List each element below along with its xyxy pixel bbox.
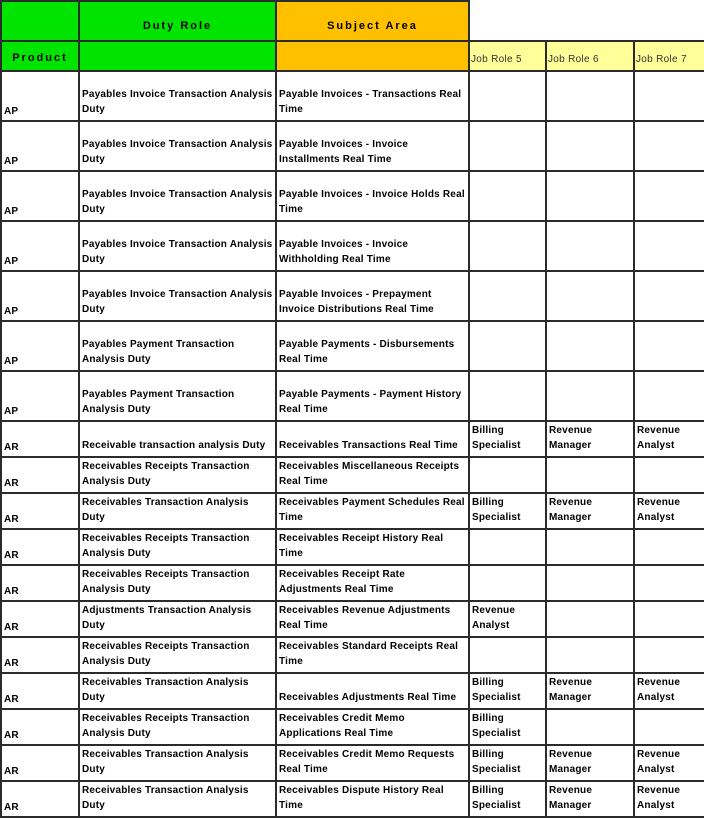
table-row [1,457,704,493]
job-role-6-cell[interactable]: Revenue Manager [546,421,634,457]
subject-area-cell[interactable]: Payable Invoices - Invoice Holds Real Time [276,171,469,221]
table-row [1,371,704,421]
job-role-5-cell[interactable]: Billing Specialist [469,745,546,781]
job-role-5-cell[interactable] [469,457,546,493]
table-row [1,637,704,673]
job-role-6-header[interactable]: Job Role 6 [546,41,634,71]
job-role-6-cell[interactable] [546,71,634,121]
duty-role-cell[interactable]: Payables Invoice Transaction Analysis Duty [79,121,276,171]
product-cell[interactable]: AR [1,493,79,529]
subject-area-cell[interactable]: Receivables Dispute History Real Time [276,781,469,817]
product-cell[interactable]: AP [1,271,79,321]
product-cell[interactable]: AR [1,421,79,457]
job-role-6-cell[interactable] [546,709,634,745]
table-row [1,71,704,121]
duty-role-cell[interactable]: Payables Payment Transaction Analysis Duty [79,321,276,371]
duty-role-cell[interactable]: Receivables Transaction Analysis Duty [79,493,276,529]
duty-role-cell[interactable]: Payables Invoice Transaction Analysis Duty [79,221,276,271]
job-role-7-cell[interactable] [634,171,704,221]
product-cell[interactable]: AR [1,709,79,745]
job-role-7-cell[interactable] [634,601,704,637]
table-row [1,221,704,271]
product-cell[interactable]: AP [1,221,79,271]
duty-role-cell[interactable]: Payables Invoice Transaction Analysis Duty [79,171,276,221]
job-role-7-cell[interactable] [634,321,704,371]
job-role-7-cell[interactable] [634,565,704,601]
duty-role-cell[interactable]: Receivables Transaction Analysis Duty [79,781,276,817]
duty-role-cell[interactable]: Receivables Receipts Transaction Analysis Duty [79,709,276,745]
job-role-7-cell[interactable] [634,221,704,271]
table-row [1,745,704,781]
job-role-6-cell[interactable]: Revenue Manager [546,673,634,709]
table-row [1,271,704,321]
job-role-5-cell[interactable] [469,71,546,121]
subject-area-header[interactable]: Subject Area [276,1,469,41]
duty-role-cell[interactable]: Adjustments Transaction Analysis Duty [79,601,276,637]
duty-role-header[interactable]: Duty Role [79,1,276,41]
table-row [1,493,704,529]
job-role-7-cell[interactable] [634,457,704,493]
subject-area-cell[interactable]: Receivables Receipt Rate Adjustments Real Time [276,565,469,601]
product-cell[interactable]: AR [1,457,79,493]
duty-role-cell[interactable]: Receivables Transaction Analysis Duty [79,745,276,781]
header-row-bottom [1,41,704,71]
job-role-5-cell[interactable] [469,637,546,673]
subject-area-cell[interactable]: Receivables Transactions Real Time [276,421,469,457]
job-role-7-header[interactable]: Job Role 7 [634,41,704,71]
duty-role-cell[interactable]: Receivables Transaction Analysis Duty [79,673,276,709]
duty-role-cell[interactable]: Payables Payment Transaction Analysis Duty [79,371,276,421]
job-role-5-cell[interactable] [469,565,546,601]
subject-area-cell[interactable]: Receivables Adjustments Real Time [276,673,469,709]
subject-area-cell[interactable]: Receivables Standard Receipts Real Time [276,637,469,673]
job-role-7-cell[interactable] [634,637,704,673]
job-role-5-cell[interactable] [469,121,546,171]
job-role-7-cell[interactable]: Revenue Analyst [634,673,704,709]
product-cell[interactable]: AP [1,371,79,421]
header-row-top [1,1,704,41]
job-role-7-cell[interactable]: Revenue Analyst [634,745,704,781]
table-row [1,321,704,371]
job-role-5-cell[interactable] [469,371,546,421]
subject-area-header-blank[interactable] [276,41,469,71]
header-blank-area [469,1,704,41]
subject-area-cell[interactable]: Receivables Revenue Adjustments Real Time [276,601,469,637]
job-role-5-cell[interactable] [469,221,546,271]
subject-area-cell[interactable]: Payable Invoices - Invoice Withholding Real Time [276,221,469,271]
job-role-6-cell[interactable] [546,321,634,371]
duty-role-cell[interactable]: Receivables Receipts Transaction Analysis Duty [79,565,276,601]
duty-role-cell[interactable]: Payables Invoice Transaction Analysis Duty [79,271,276,321]
job-role-7-cell[interactable] [634,271,704,321]
job-role-5-cell[interactable] [469,321,546,371]
subject-area-cell[interactable]: Payable Invoices - Invoice Installments Real Time [276,121,469,171]
product-cell[interactable]: AR [1,781,79,817]
job-role-5-cell[interactable] [469,529,546,565]
subject-area-cell[interactable]: Receivables Credit Memo Applications Real Time [276,709,469,745]
job-role-6-cell[interactable] [546,371,634,421]
product-cell[interactable]: AP [1,121,79,171]
job-role-6-cell[interactable]: Revenue Manager [546,745,634,781]
table-row [1,601,704,637]
duty-role-cell[interactable]: Receivable transaction analysis Duty [79,421,276,457]
product-cell[interactable]: AR [1,601,79,637]
product-header[interactable]: Product [1,41,79,71]
job-role-6-cell[interactable] [546,457,634,493]
table-row [1,781,704,817]
duty-role-cell[interactable]: Receivables Receipts Transaction Analysis Duty [79,637,276,673]
subject-area-cell[interactable]: Payable Invoices - Prepayment Invoice Distributions Real Time [276,271,469,321]
job-role-6-cell[interactable] [546,529,634,565]
job-role-6-cell[interactable] [546,121,634,171]
job-role-6-cell[interactable] [546,637,634,673]
job-role-5-cell[interactable] [469,271,546,321]
product-cell[interactable]: AR [1,637,79,673]
table-row [1,529,704,565]
duty-role-cell[interactable]: Payables Invoice Transaction Analysis Duty [79,71,276,121]
job-role-5-cell[interactable]: Billing Specialist [469,781,546,817]
subject-area-cell[interactable]: Receivables Receipt History Real Time [276,529,469,565]
job-role-7-cell[interactable] [634,71,704,121]
job-role-6-cell[interactable]: Revenue Manager [546,493,634,529]
job-role-6-cell[interactable] [546,171,634,221]
job-role-7-cell[interactable] [634,371,704,421]
job-role-5-cell[interactable]: Billing Specialist [469,709,546,745]
job-role-5-cell[interactable]: Billing Specialist [469,673,546,709]
table-row [1,171,704,221]
product-cell[interactable]: AP [1,321,79,371]
product-cell[interactable]: AR [1,745,79,781]
job-role-7-cell[interactable]: Revenue Analyst [634,421,704,457]
job-role-6-cell[interactable] [546,601,634,637]
table-body [1,71,704,817]
job-role-6-cell[interactable] [546,221,634,271]
table-row [1,421,704,457]
table-row [1,709,704,745]
job-role-6-cell[interactable]: Revenue Manager [546,781,634,817]
subject-area-cell[interactable]: Receivables Miscellaneous Receipts Real Time [276,457,469,493]
job-role-6-cell[interactable] [546,565,634,601]
job-role-7-cell[interactable]: Revenue Analyst [634,493,704,529]
product-cell[interactable]: AR [1,565,79,601]
subject-area-cell[interactable]: Payable Payments - Payment History Real Time [276,371,469,421]
job-role-5-cell[interactable] [469,171,546,221]
subject-area-cell[interactable]: Payable Invoices - Transactions Real Time [276,71,469,121]
table-row [1,565,704,601]
duty-role-cell[interactable]: Receivables Receipts Transaction Analysis Duty [79,457,276,493]
subject-area-cell[interactable]: Payable Payments - Disbursements Real Time [276,321,469,371]
product-cell[interactable]: AR [1,673,79,709]
duty-role-header-blank[interactable] [79,41,276,71]
product-cell[interactable]: AP [1,71,79,121]
product-cell[interactable]: AR [1,529,79,565]
table-row [1,673,704,709]
job-role-7-cell[interactable]: Revenue Analyst [634,781,704,817]
subject-area-cell[interactable]: Receivables Payment Schedules Real Time [276,493,469,529]
job-role-7-cell[interactable] [634,709,704,745]
job-role-6-cell[interactable] [546,271,634,321]
job-role-5-cell[interactable]: Billing Specialist [469,421,546,457]
corner-cell[interactable] [1,1,79,41]
job-role-7-cell[interactable] [634,121,704,171]
duty-role-cell[interactable]: Receivables Receipts Transaction Analysis Duty [79,529,276,565]
job-role-5-cell[interactable]: Revenue Analyst [469,601,546,637]
table-row [1,121,704,171]
product-cell[interactable]: AP [1,171,79,221]
job-role-5-cell[interactable]: Billing Specialist [469,493,546,529]
job-role-5-header[interactable]: Job Role 5 [469,41,546,71]
job-role-7-cell[interactable] [634,529,704,565]
subject-area-cell[interactable]: Receivables Credit Memo Requests Real Time [276,745,469,781]
